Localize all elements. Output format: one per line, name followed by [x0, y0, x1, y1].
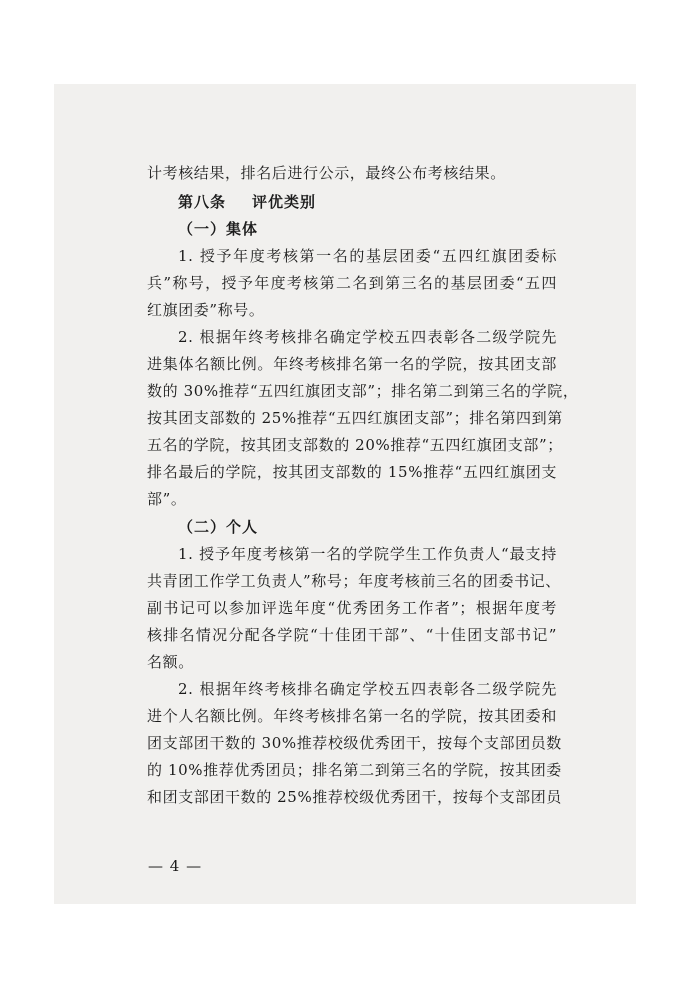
text-line: 核排名情况分配各学院“十佳团干部”、“十佳团支部书记” — [147, 626, 557, 644]
article-title: 第八条 — [178, 193, 227, 211]
page-number: — 4 — — [148, 857, 203, 875]
text-line: 名额。 — [147, 653, 194, 671]
text-line: 共青团工作学工负责人”称号；年度考核前三名的团委书记、 — [147, 572, 561, 590]
text-line: 的 10%推荐优秀团员；排名第二到第三名的学院，按其团委 — [147, 761, 562, 779]
text-line: 进个人名额比例。年终考核排名第一名的学院，按其团委和 — [147, 707, 557, 725]
section-heading-individual: （二）个人 — [178, 518, 259, 536]
text-line: 1. 授予年度考核第一名的学院学生工作负责人“最支持 — [178, 545, 557, 563]
text-line: 兵”称号，授予年度考核第二名到第三名的基层团委“五四 — [147, 274, 557, 292]
text-line: 部”。 — [147, 490, 187, 508]
text-line: 和团支部团干数的 25%推荐校级优秀团干，按每个支部团员 — [147, 788, 562, 806]
text-line: 五名的学院，按其团支部数的 20%推荐“五四红旗团支部”； — [147, 436, 563, 454]
text-line: 2. 根据年终考核排名确定学校五四表彰各二级学院先 — [178, 328, 557, 346]
text-line: 按其团支部数的 25%推荐“五四红旗团支部”；排名第四到第 — [147, 409, 563, 427]
article-subtitle: 评优类别 — [252, 193, 317, 211]
section-heading-collective: （一）集体 — [178, 220, 259, 238]
text-line: 红旗团委”称号。 — [147, 301, 265, 319]
text-line: 数的 30%推荐“五四红旗团支部”；排名第二到第三名的学院， — [147, 382, 579, 400]
text-line: 团支部团干数的 30%推荐校级优秀团干，按每个支部团员数 — [147, 734, 562, 752]
text-line: 排名最后的学院，按其团支部数的 15%推荐“五四红旗团支 — [147, 463, 557, 481]
text-line: 进集体名额比例。年终考核排名第一名的学院，按其团支部 — [147, 355, 557, 373]
text-line: 1. 授予年度考核第一名的基层团委“五四红旗团委标 — [178, 247, 557, 265]
text-line: 2. 根据年终考核排名确定学校五四表彰各二级学院先 — [178, 680, 557, 698]
text-line: 计考核结果，排名后进行公示，最终公布考核结果。 — [147, 164, 506, 182]
text-line: 副书记可以参加评选年度“优秀团务工作者”；根据年度考 — [147, 599, 557, 617]
